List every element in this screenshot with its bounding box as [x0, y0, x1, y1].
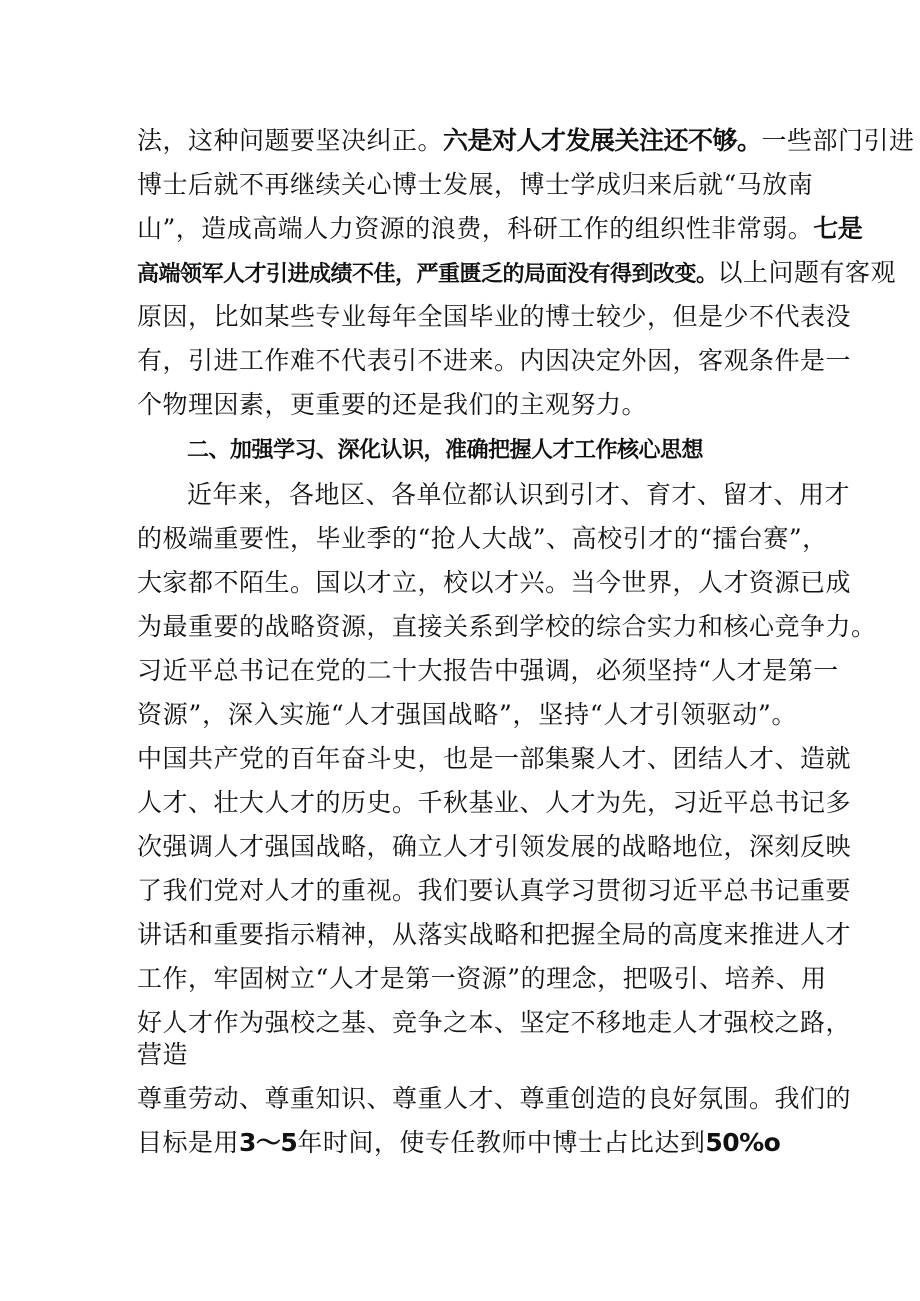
- text-segment: 近年来，各地区、各单位都认识到引才、育才、留才、用才: [187, 480, 851, 509]
- text-segment: 人才、壮大人才的历史。千秋基业、人才为先，习近平总书记多: [137, 788, 852, 817]
- text-line: [137, 564, 852, 602]
- text-line: [137, 1036, 797, 1074]
- text-line: [137, 916, 852, 954]
- text-segment: 博士后就不再继续关心博士发展，博士学成归来后就“马放南: [137, 170, 814, 199]
- text-line: [137, 166, 814, 204]
- text-line: [187, 476, 851, 514]
- text-segment: 以上问题有客观: [717, 258, 897, 287]
- text-line: [137, 210, 863, 248]
- text-segment: 次强调人才强国战略，确立人才引领发展的战略地位，深刻反映: [137, 832, 852, 861]
- text-line: [137, 960, 827, 998]
- text-line: [137, 342, 852, 380]
- text-line: [137, 652, 839, 690]
- text-segment: 有，引进工作难不代表引不进来。内因决定外因，客观条件是一: [137, 346, 852, 375]
- text-segment: 了我们党对人才的重视。我们要认真学习贯彻习近平总书记重要: [137, 876, 852, 905]
- text-line: [137, 608, 877, 646]
- bold-phrase: 七是: [813, 214, 863, 243]
- text-segment: 原因，比如某些专业每年全国毕业的博士较少，但是少不代表没: [137, 302, 852, 331]
- text-line: [137, 740, 852, 778]
- text-line: [137, 254, 897, 292]
- section-heading: 二、加强学习、深化认识，准确把握人才工作核心思想: [187, 438, 704, 463]
- text-segment: 资源”，深入实施“人才强国战略”，坚持“人才引领驱动”。: [137, 700, 797, 729]
- text-segment: 大家都不陌生。国以才立，校以才兴。当今世界，人才资源已成: [137, 568, 852, 597]
- bold-number: 3～5: [239, 1128, 298, 1157]
- text-segment: 营造: [137, 1040, 189, 1069]
- bold-phrase: 六是对人才发展关注还不够。: [443, 126, 762, 155]
- text-line: [137, 520, 828, 558]
- text-line: [137, 872, 852, 910]
- text-line: [137, 1124, 797, 1162]
- text-segment: 年时间，使专任教师中博士占比达到: [297, 1128, 706, 1157]
- text-segment: 山”，造成高端人力资源的浪费，科研工作的组织性非常弱。: [137, 214, 814, 243]
- text-line: [137, 122, 915, 160]
- text-line: [137, 784, 852, 822]
- text-segment: 目标是用: [137, 1128, 240, 1157]
- text-segment: 好人才作为强校之基、竞争之本、坚定不移地走人才强校之路，: [137, 1008, 852, 1037]
- text-segment: 尊重劳动、尊重知识、尊重人才、尊重创造的良好氛围。我们的: [137, 1084, 852, 1113]
- text-segment: 法，这种问题要坚决纠正。: [137, 126, 444, 155]
- text-line: [137, 696, 797, 734]
- text-segment: 为最重要的战略资源，直接关系到学校的综合实力和核心竞争力。: [137, 612, 877, 641]
- text-segment: 中国共产党的百年奋斗史，也是一部集聚人才、团结人才、造就: [137, 744, 852, 773]
- text-segment: 个物理因素，更重要的还是我们的主观努力。: [137, 390, 648, 419]
- text-segment: 工作，牢固树立“人才是第一资源”的理念，把吸引、培养、用: [137, 964, 827, 993]
- bold-phrase: 高端领军人才引进成绩不佳，严重匮乏的局面没有得到改变。: [137, 262, 718, 287]
- text-line: [137, 298, 852, 336]
- text-line: [137, 386, 797, 424]
- text-line: [137, 1080, 852, 1118]
- text-segment: 的极端重要性，毕业季的“抢人大战”、高校引才的“擂台赛”，: [137, 524, 828, 553]
- text-line: [137, 828, 852, 866]
- bold-number: 50%o: [705, 1128, 781, 1157]
- text-segment: 习近平总书记在党的二十大报告中强调，必须坚持“人才是第一: [137, 656, 839, 685]
- text-segment: 讲话和重要指示精神，从落实战略和把握全局的高度来推进人才: [137, 920, 852, 949]
- text-segment: 一些部门引进: [761, 126, 915, 155]
